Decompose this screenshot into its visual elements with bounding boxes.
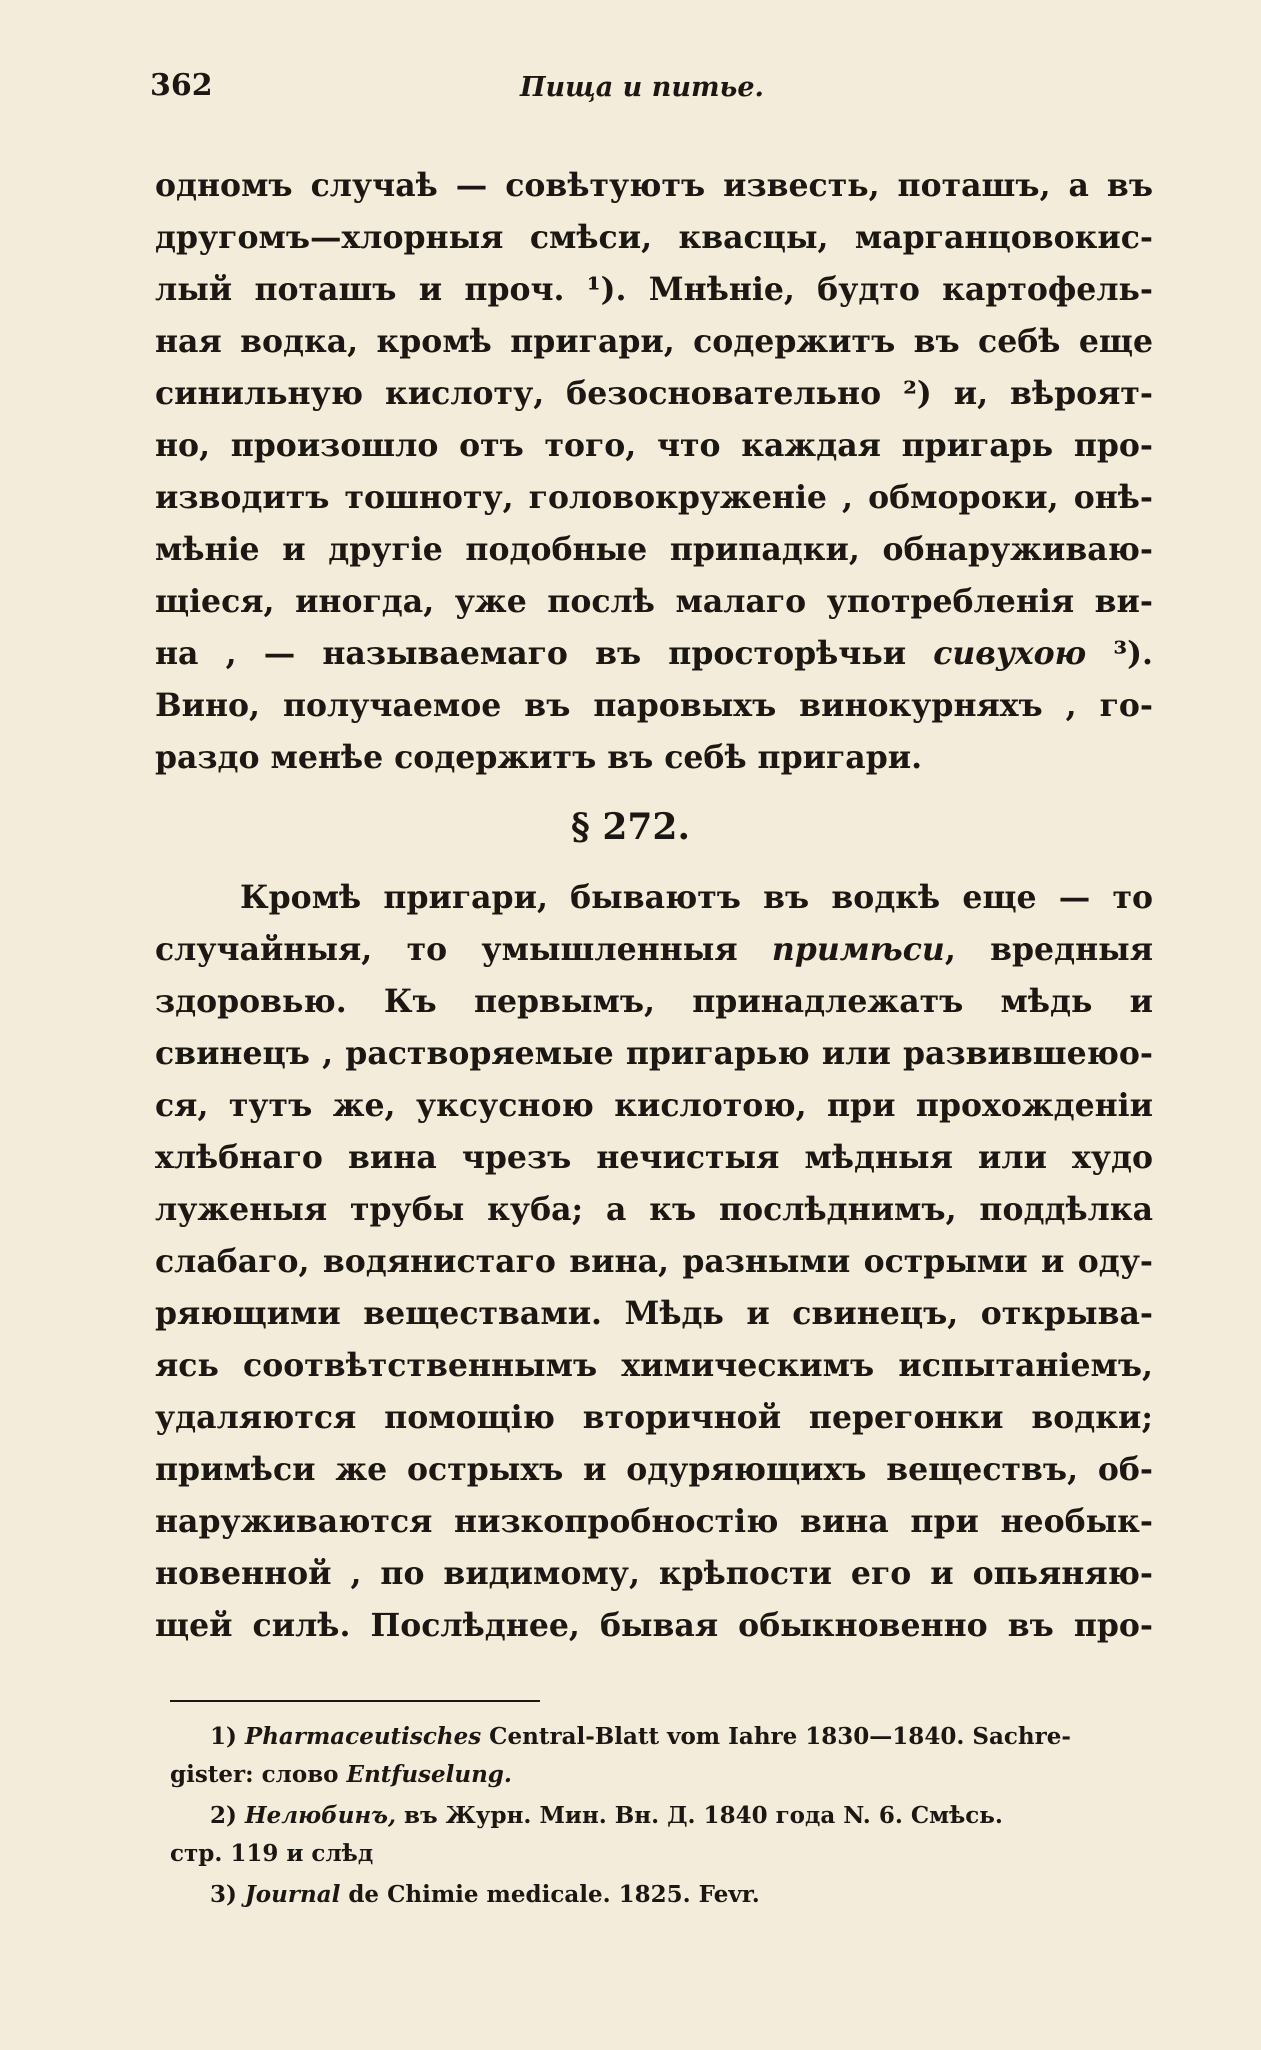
text-line: здоровью. Къ первымъ, принадлежатъ мѣдь и: [155, 983, 1153, 1020]
text-line: ная водка, кромѣ пригари, содержитъ въ себѣ еще: [155, 323, 1153, 360]
text-segment: , вредныя: [944, 931, 1153, 968]
footnote-text: gister: слово: [170, 1761, 347, 1788]
text-line: хлѣбнаго вина чрезъ нечистыя мѣдныя или худо: [155, 1139, 1153, 1176]
footnote-2-cont: [170, 1842, 1150, 1865]
page-number: 362: [150, 68, 213, 103]
page-header: [150, 68, 1150, 118]
text-line: лужeныя трубы куба; а къ послѣднимъ, поддѣлка: [155, 1191, 1153, 1228]
footnote-1: [210, 1725, 1190, 1748]
text-line: щей силѣ. Послѣднее, бывая обыкновенно въ про-: [155, 1607, 1153, 1644]
text-line: свинецъ , растворяемые пригарью или развившеюо-: [155, 1035, 1153, 1072]
text-line: синильную кислоту, безосновательно ²) и, вѣроят-: [155, 375, 1153, 412]
text-line: одномъ случаѣ — совѣтуютъ известь, поташъ, а въ: [155, 167, 1153, 204]
text-segment: случайныя, то умышленныя: [155, 931, 772, 968]
text-line: новенной , по видимому, крѣпости его и опьяняю-: [155, 1555, 1153, 1592]
footnote-1-cont: [170, 1763, 1150, 1786]
text-segment: на , — называемаго въ просторѣчьи: [155, 635, 934, 672]
footnote-term: Entfuselung.: [346, 1761, 512, 1788]
footnote-3: [210, 1883, 1190, 1906]
footnote-source: Pharmaceutisches: [244, 1723, 482, 1750]
footnote-mark: 2): [210, 1802, 237, 1829]
footnote-text: de Chimie medicale. 1825. Fevr.: [340, 1881, 760, 1908]
text-line: слабаго, водянистаго вина, разными острыми и оду-: [155, 1243, 1153, 1280]
text-line: [155, 635, 1153, 672]
text-line: ряющими веществами. Мѣдь и свинецъ, открыва-: [155, 1295, 1153, 1332]
footnote-ref: ³).: [1086, 635, 1153, 672]
section-heading: § 272.: [570, 806, 691, 848]
footnote-text: въ Журн. Мин. Вн. Д. 1840 года N. 6. Смѣсь.: [395, 1802, 1003, 1829]
footnote-divider: [170, 1700, 540, 1702]
italic-term: сивухою: [933, 635, 1087, 672]
text-line: лый поташъ и проч. ¹). Мнѣніе, будто картофель-: [155, 271, 1153, 308]
italic-term: примѣси: [771, 931, 945, 968]
text-line: другомъ—хлорныя смѣси, квасцы, марганцовокис-: [155, 219, 1153, 256]
text-line: Вино, получаемое въ паровыхъ винокурняхъ , го-: [155, 687, 1153, 724]
text-line: наруживаются низкопробностію вина при необык-: [155, 1503, 1153, 1540]
text-line: Кромѣ пригари, бываютъ въ водкѣ еще — то: [240, 879, 1153, 916]
text-line: [155, 931, 1153, 968]
footnote-source: Journal: [244, 1881, 341, 1908]
text-line: мѣніе и другіе подобные припадки, обнаруживаю-: [155, 531, 1153, 568]
footnote-text: Central-Blatt vom Iahre 1830—1840. Sachre-: [481, 1723, 1071, 1750]
text-line: примѣси же острыхъ и одуряющихъ веществъ, об-: [155, 1451, 1153, 1488]
text-line: раздо менѣе содержитъ въ себѣ пригари.: [155, 739, 923, 776]
text-line: ясь соотвѣтственнымъ химическимъ испытаніемъ,: [155, 1347, 1153, 1384]
text-line: изводитъ тошноту, головокруженіе , обмороки, онѣ-: [155, 479, 1153, 516]
text-line: но, произошло отъ того, что каждая пригарь про-: [155, 427, 1153, 464]
footnote-mark: 1): [210, 1723, 237, 1750]
text-line: щіеся, иногда, уже послѣ малаго употребленія ви-: [155, 583, 1153, 620]
footnote-text: стр. 119 и слѣд: [170, 1840, 374, 1867]
footnote-2: [210, 1804, 1190, 1827]
text-line: ся, тутъ же, уксусною кислотою, при прохожденіи: [155, 1087, 1153, 1124]
footnote-source: Нелюбинъ,: [244, 1802, 396, 1829]
running-head: Пища и питье.: [520, 72, 764, 103]
text-line: удаляются помощію вторичной перегонки водки;: [155, 1399, 1153, 1436]
footnote-mark: 3): [210, 1881, 237, 1908]
